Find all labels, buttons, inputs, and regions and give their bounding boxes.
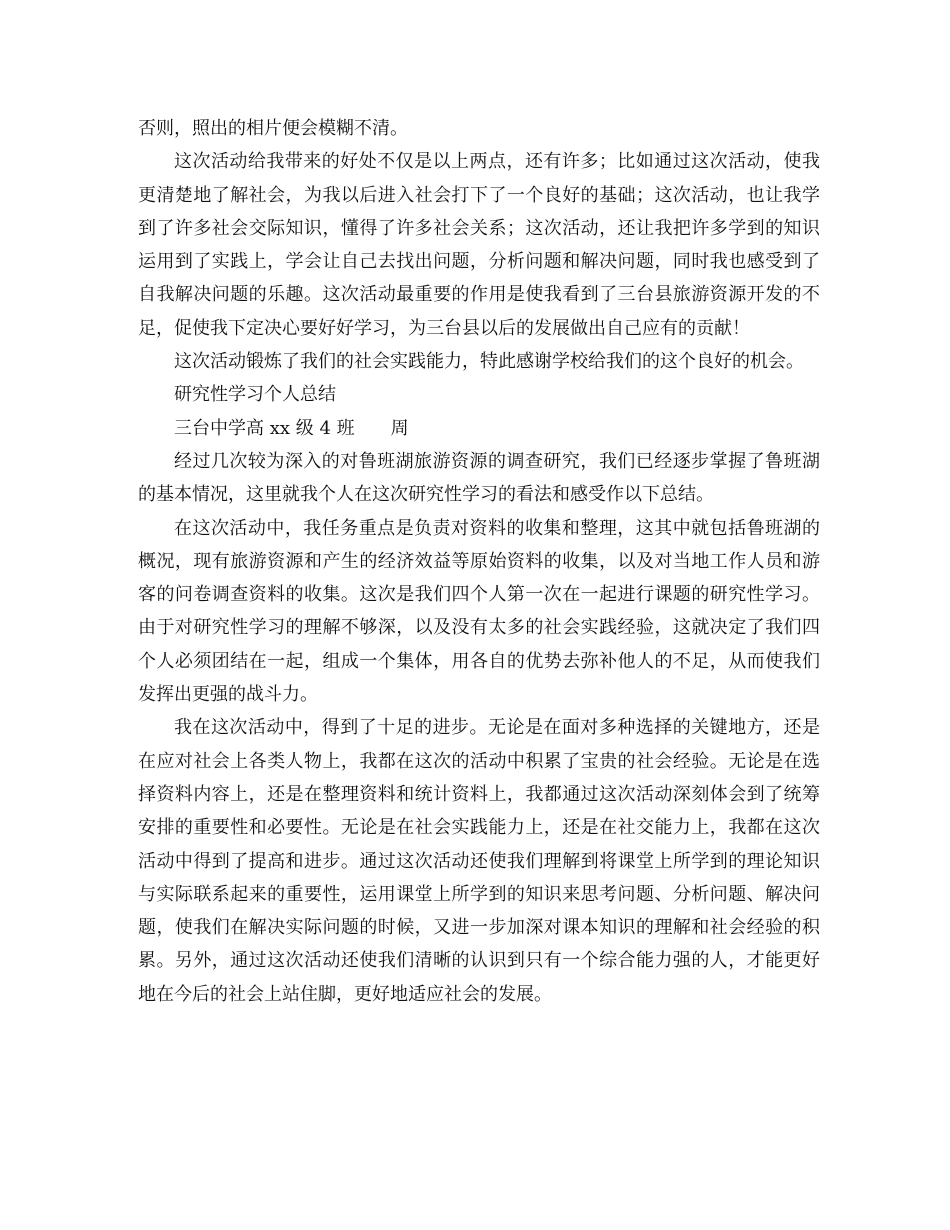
paragraph-thanks: 这次活动锻炼了我们的社会实践能力，特此感谢学校给我们的这个良好的机会。 [174,351,804,373]
paragraph-progress: 我在这次活动中，得到了十足的进步。无论是在面对多种选择的关键地方，还是在应对社会上各类人物上，我都在这次的活动中积累了宝贵的社会经验。无论是在选择资料内容上，还是在整理资料和统计资料上，我都通过这次活动深刻体会到了统筹安排的重要性和必要性。无论是在社会实践能力上，还是在社交能力上，我都在这次活动中得到了提高和进步。通过这次活动还使我们理解到将课堂上所学到的理论知识与实际联系起来的重要性，运用课堂上所学到的知识来思考问题、分析问题、解决问题，使我们在解决实际问题的时候，又进一步加深对课本知识的理解和社会经验的积累。另外，通过这次活动还使我们清晰的认识到只有一个综合能力强的人，才能更好地在今后的社会上站住脚，更好地适应社会的发展。 [138,717,820,1005]
paragraph-intro: 经过几次较为深入的对鲁班湖旅游资源的调查研究，我们已经逐步掌握了鲁班湖的基本情况，这里就我个人在这次研究性学习的看法和感受作以下总结。 [138,450,820,506]
author-line: 三台中学高 xx 级 4 班 周 [174,417,409,439]
paragraph-continuation: 否则，照出的相片便会模糊不清。 [138,118,408,139]
section-title: 研究性学习个人总结 [174,384,336,406]
document-body [138,112,820,1011]
paragraph-benefits: 这次活动给我带来的好处不仅是以上两点，还有许多；比如通过这次活动，使我更清楚地了解社会，为我以后进入社会打下了一个良好的基础；这次活动，也让我学到了许多社会交际知识，懂得了许多社会关系；这次活动，还让我把许多学到的知识运用到了实践上，学会让自己去找出问题，分析问题和解决问题，同时我也感受到了自我解决问题的乐趣。这次活动最重要的作用是使我看到了三台县旅游资源开发的不足，促使我下定决心要好好学习，为三台县以后的发展做出自己应有的贡献！ [138,151,820,339]
paragraph-tasks: 在这次活动中，我任务重点是负责对资料的收集和整理，这其中就包括鲁班湖的概况，现有旅游资源和产生的经济效益等原始资料的收集，以及对当地工作人员和游客的问卷调查资料的收集。这次是我们四个人第一次在一起进行课题的研究性学习。由于对研究性学习的理解不够深，以及没有太多的社会实践经验，这就决定了我们四个人必须团结在一起，组成一个集体，用各自的优势去弥补他人的不足，从而使我们发挥出更强的战斗力。 [138,517,820,706]
